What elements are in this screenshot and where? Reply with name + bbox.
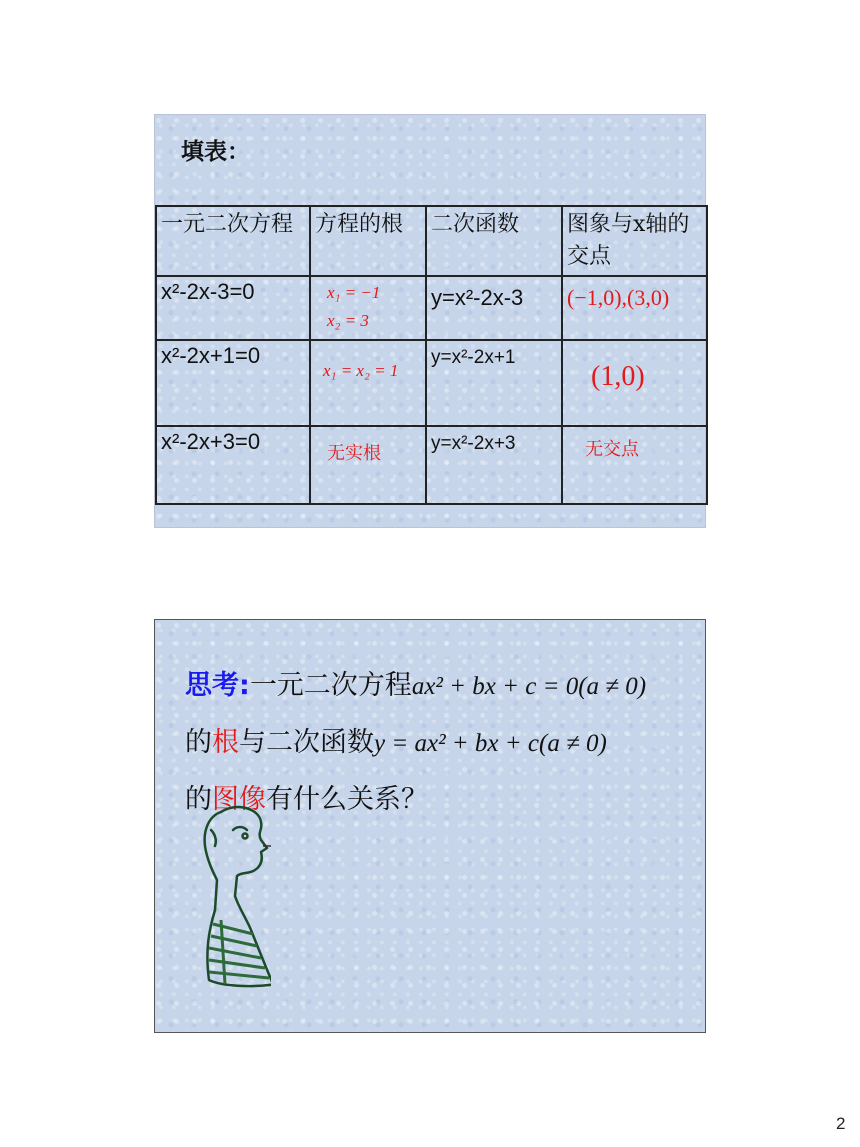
root-value: x₂ = 3	[327, 311, 369, 330]
roots-cell	[310, 426, 426, 504]
function-cell	[426, 426, 562, 504]
equation-text: x²-2x+3=0	[161, 429, 261, 454]
equation-cell	[156, 426, 310, 504]
slide-fill-table	[154, 114, 706, 528]
page-number: 2	[836, 1114, 846, 1133]
table-row	[156, 340, 707, 426]
function-cell	[426, 340, 562, 426]
header-cell: 一元二次方程	[156, 206, 310, 276]
function-formula: y = ax² + bx + c(a ≠ 0)	[374, 730, 607, 757]
line2-pre: 的	[185, 727, 212, 758]
slide-title: 填表：	[181, 139, 250, 165]
table-header-row	[156, 206, 707, 276]
intersection-cell	[562, 276, 707, 340]
function-cell	[426, 276, 562, 340]
intersection-value: (1,0)	[591, 361, 645, 392]
header-cell: 图象与x轴的交点	[562, 206, 707, 276]
line1-text: 一元二次方程	[249, 670, 412, 701]
line3-post: 有什么关系？	[266, 784, 428, 815]
fill-table	[155, 205, 708, 505]
table-row	[156, 426, 707, 504]
table-row	[156, 276, 707, 340]
equation-cell	[156, 276, 310, 340]
root-value: x₁ = x₂ = 1	[323, 361, 399, 380]
function-text: y=x²-2x-3	[431, 285, 524, 310]
function-text: y=x²-2x+1	[431, 347, 516, 368]
equation-text: x²-2x-3=0	[161, 279, 255, 304]
intersection-cell	[562, 426, 707, 504]
thinking-person-icon	[181, 800, 271, 1010]
roots-cell	[310, 340, 426, 426]
line3-pre: 的	[185, 784, 212, 815]
equation-text: x²-2x+1=0	[161, 343, 261, 368]
root-value: x₁ = −1	[327, 283, 381, 302]
equation-cell	[156, 340, 310, 426]
slide-think	[154, 619, 706, 1033]
think-label: 思考:	[185, 670, 250, 701]
line2-post: 与二次函数	[239, 727, 374, 758]
roots-cell	[310, 276, 426, 340]
question-line-1	[185, 658, 685, 715]
question-line-2	[185, 715, 685, 772]
function-text: y=x²-2x+3	[431, 433, 516, 454]
highlight-graph: 图像	[212, 784, 266, 815]
root-value: 无实根	[327, 443, 381, 464]
equation-formula: ax² + bx + c = 0(a ≠ 0)	[411, 673, 647, 700]
header-cell: 二次函数	[426, 206, 562, 276]
intersection-cell	[562, 340, 707, 426]
header-cell: 方程的根	[310, 206, 426, 276]
intersection-value: (−1,0),(3,0)	[567, 285, 670, 310]
highlight-root: 根	[212, 727, 239, 758]
intersection-value: 无交点	[585, 439, 639, 460]
